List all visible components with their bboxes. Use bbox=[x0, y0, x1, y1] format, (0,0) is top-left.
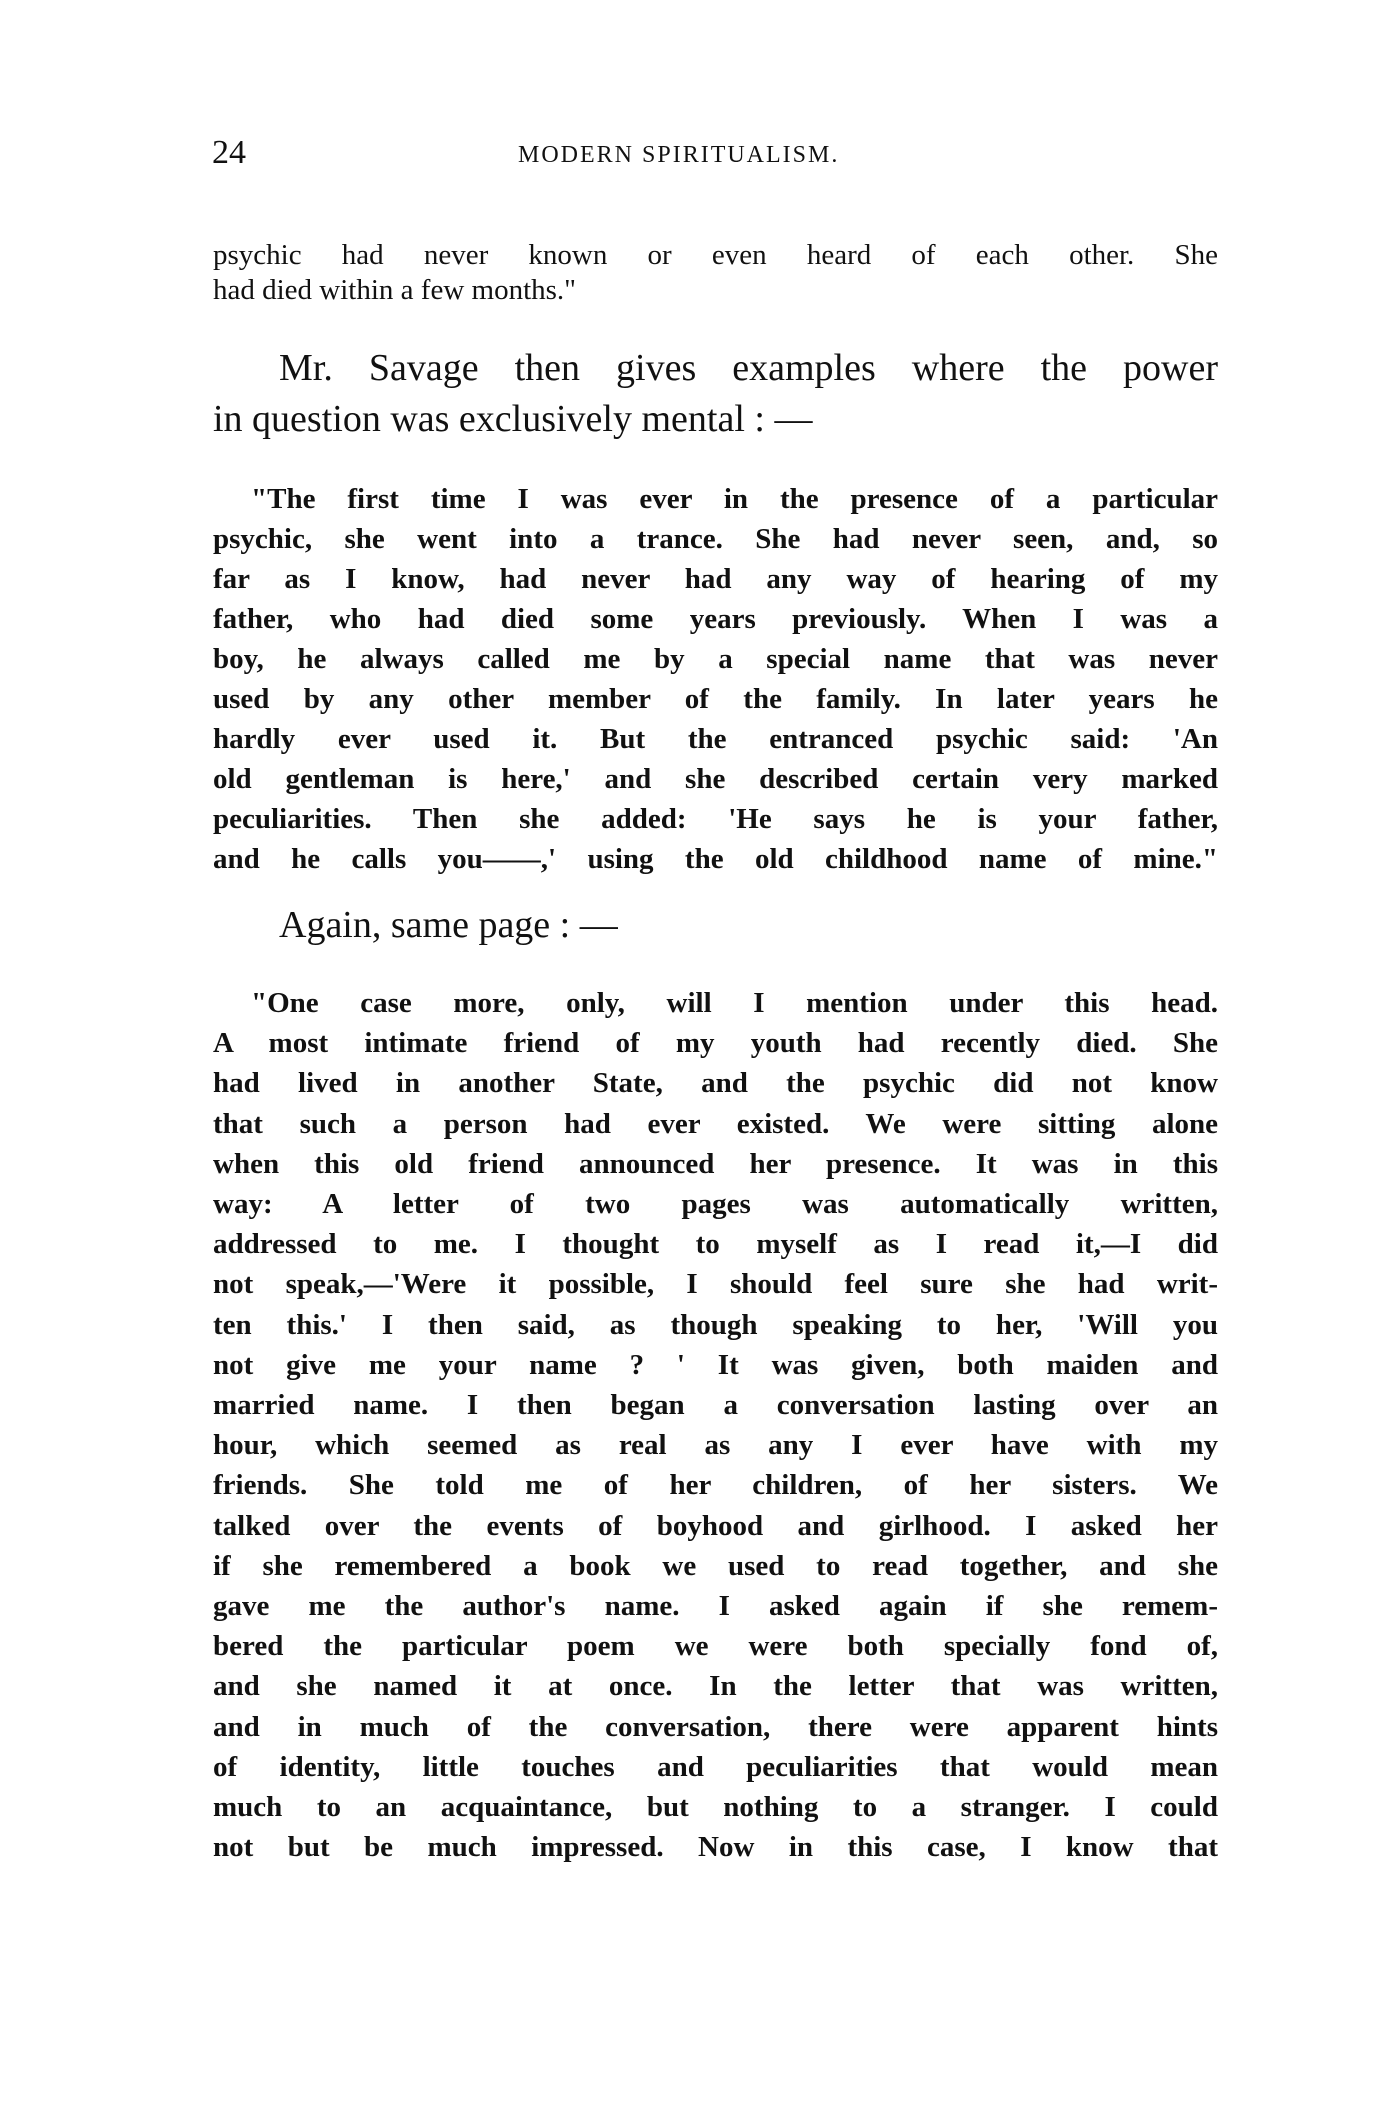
paragraph-intro-mental bbox=[213, 343, 1218, 445]
text-line: married name. I then began a conversation lasting over an bbox=[213, 1389, 1218, 1422]
text-line: psychic, she went into a trance. She had never seen, and, so bbox=[213, 523, 1218, 555]
text-line: boy, he always called me by a special name that was never bbox=[213, 643, 1218, 675]
text-line: father, who had died some years previously. When I was a bbox=[213, 603, 1218, 635]
text-line: Mr. Savage then gives examples where the power bbox=[279, 347, 1218, 389]
text-line: if she remembered a book we used to read together, and she bbox=[213, 1549, 1218, 1582]
text-line: had lived in another State, and the psychic did not know bbox=[213, 1067, 1218, 1100]
text-line: had died within a few months." bbox=[213, 274, 576, 306]
text-line: Again, same page : — bbox=[279, 904, 618, 946]
text-line: friends. She told me of her children, of her sisters. We bbox=[213, 1469, 1218, 1502]
text-line: old gentleman is here,' and she described certain very marked bbox=[213, 763, 1218, 795]
text-line: and he calls you——,' using the old childhood name of mine." bbox=[213, 843, 1218, 875]
quote-friend bbox=[213, 983, 1218, 1867]
text-line: bered the particular poem we were both specially fond of, bbox=[213, 1630, 1218, 1663]
text-line: not but be much impressed. Now in this case, I know that bbox=[213, 1831, 1218, 1864]
text-line: far as I know, had never had any way of hearing of my bbox=[213, 563, 1218, 595]
text-line: hardly ever used it. But the entranced psychic said: 'An bbox=[213, 723, 1218, 755]
running-title: MODERN SPIRITUALISM. bbox=[518, 142, 840, 168]
text-line: not give me your name ? ' It was given, both maiden and bbox=[213, 1348, 1218, 1381]
text-line: "The first time I was ever in the presence of a particular bbox=[251, 483, 1218, 515]
text-line: way: A letter of two pages was automatically written, bbox=[213, 1188, 1218, 1221]
text-line: of identity, little touches and peculiarities that would mean bbox=[213, 1750, 1218, 1783]
page-number: 24 bbox=[212, 134, 246, 171]
text-line: psychic had never known or even heard of each other. She bbox=[213, 239, 1218, 271]
text-line: talked over the events of boyhood and girlhood. I asked her bbox=[213, 1509, 1218, 1542]
text-line: A most intimate friend of my youth had recently died. She bbox=[213, 1027, 1218, 1060]
text-line: and in much of the conversation, there were apparent hints bbox=[213, 1710, 1218, 1743]
text-line: and she named it at once. In the letter that was written, bbox=[213, 1670, 1218, 1703]
text-line: addressed to me. I thought to myself as I read it,—I did bbox=[213, 1228, 1218, 1261]
text-line: much to an acquaintance, but nothing to a stranger. I could bbox=[213, 1791, 1218, 1824]
text-line: when this old friend announced her presence. It was in this bbox=[213, 1147, 1218, 1180]
text-line: gave me the author's name. I asked again if she remem- bbox=[213, 1590, 1218, 1623]
quote-father bbox=[213, 479, 1218, 879]
text-line: hour, which seemed as real as any I ever have with my bbox=[213, 1429, 1218, 1462]
text-line: "One case more, only, will I mention under this head. bbox=[251, 987, 1218, 1019]
text-line: that such a person had ever existed. We were sitting alone bbox=[213, 1107, 1218, 1140]
paragraph-continuation bbox=[213, 238, 1218, 308]
text-line: used by any other member of the family. In later years he bbox=[213, 683, 1218, 715]
text-line: in question was exclusively mental : — bbox=[213, 398, 813, 440]
text-line: peculiarities. Then she added: 'He says he is your father, bbox=[213, 803, 1218, 835]
text-line: ten this.' I then said, as though speaking to her, 'Will you bbox=[213, 1308, 1218, 1341]
text-line: not speak,—'Were it possible, I should feel sure she had writ- bbox=[213, 1268, 1218, 1301]
paragraph-again bbox=[213, 900, 1218, 951]
